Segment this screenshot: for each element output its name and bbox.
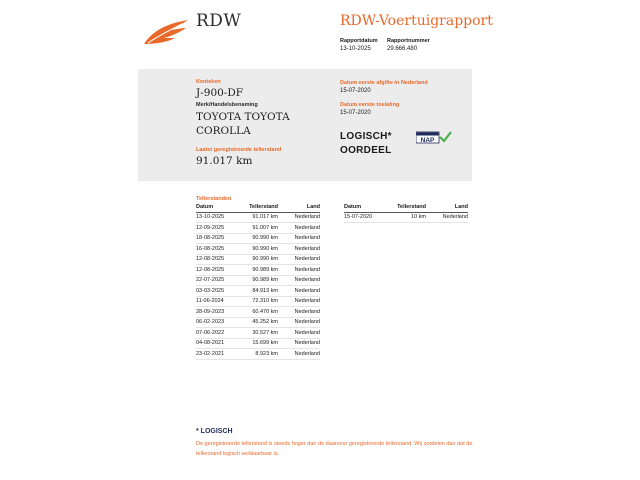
readings-table-left: [196, 204, 320, 360]
reading-km: 30.527 km: [236, 328, 278, 339]
col-km-header: Tellerstand: [236, 204, 278, 212]
reading-date: 11-06-2024: [196, 296, 236, 307]
col-country-header: Land: [278, 204, 320, 212]
reading-km: 91.017 km: [236, 212, 278, 223]
reading-country: Nederland: [278, 212, 320, 223]
reading-date: 12-09-2025: [196, 223, 236, 234]
table-row: [196, 338, 320, 349]
nap-logo-text: NAP: [420, 137, 435, 144]
reading-country: Nederland: [278, 254, 320, 265]
reading-country: Nederland: [278, 223, 320, 234]
verdict-line1: LOGISCH*: [340, 131, 392, 142]
report-title: RDW-Voertuigrapport: [340, 13, 493, 29]
table-row: [196, 233, 320, 244]
first-admission-label: Datum eerste afgifte in Nederland: [340, 80, 428, 86]
table-row: [196, 212, 320, 223]
reading-country: Nederland: [278, 296, 320, 307]
reading-km: 90.989 km: [236, 265, 278, 276]
plate-value: J-900-DF: [196, 87, 244, 99]
reading-km: 15.699 km: [236, 338, 278, 349]
table-row: [196, 317, 320, 328]
reading-date: 03-03-2025: [196, 286, 236, 297]
plate-label: Kenteken: [196, 79, 221, 85]
reading-km: 90.990 km: [236, 233, 278, 244]
readings-table-right: [344, 204, 468, 223]
reading-km: 45.252 km: [236, 317, 278, 328]
reading-date: 16-08-2025: [196, 244, 236, 255]
reading-country: Nederland: [278, 286, 320, 297]
reading-country: Nederland: [278, 338, 320, 349]
reading-km: 91.007 km: [236, 223, 278, 234]
report-number: 29.666.480: [387, 46, 418, 52]
reading-country: Nederland: [278, 317, 320, 328]
table-row: [196, 223, 320, 234]
reading-country: Nederland: [278, 233, 320, 244]
verdict-line2: OORDEEL: [340, 145, 392, 156]
reading-km: 90.989 km: [236, 275, 278, 286]
reading-country: Nederland: [278, 244, 320, 255]
reading-country: Nederland: [278, 275, 320, 286]
first-registration-label: Datum eerste toelating: [340, 102, 400, 108]
reading-date: 13-10-2025: [196, 212, 236, 223]
footer-text: De geregistreerde tellerstand is steeds hoger dan de daarvoor geregistreerde tellerstand. Wij oordelen dan dat de tellerstand logisch verklaarbaar is.: [196, 441, 473, 457]
reading-km: 8.923 km: [236, 349, 278, 360]
readings-section-title: Tellerstanden: [196, 196, 232, 202]
reading-km: 60.470 km: [236, 307, 278, 318]
last-reading-label: Laatst geregistreerde tellerstand: [196, 147, 282, 153]
first-admission-value: 15-07-2020: [340, 88, 371, 94]
report-date-label: Rapportdatum: [340, 38, 378, 44]
table-row: [196, 265, 320, 276]
make-model-line2: COROLLA: [196, 125, 251, 137]
table-row: [196, 244, 320, 255]
reading-date: 12-08-2025: [196, 265, 236, 276]
reading-date: 07-06-2022: [196, 328, 236, 339]
reading-country: Nederland: [278, 265, 320, 276]
last-reading-value: 91.017 km: [196, 155, 253, 167]
reading-country: Nederland: [278, 328, 320, 339]
reading-date: 04-08-2021: [196, 338, 236, 349]
col-country-header: Land: [426, 204, 468, 212]
table-row: [196, 275, 320, 286]
nap-check-icon: [416, 131, 452, 144]
footer-title: * LOGISCH: [196, 428, 233, 435]
reading-km: 72.310 km: [236, 296, 278, 307]
reading-km: 10 km: [384, 212, 426, 223]
reading-km: 90.990 km: [236, 254, 278, 265]
col-km-header: Tellerstand: [384, 204, 426, 212]
reading-date: 06-02-2023: [196, 317, 236, 328]
col-date-header: Datum: [344, 204, 384, 212]
first-registration-value: 15-07-2020: [340, 110, 371, 116]
table-row: [196, 286, 320, 297]
col-date-header: Datum: [196, 204, 236, 212]
make-model-line1: TOYOTA TOYOTA: [196, 111, 290, 123]
reading-country: Nederland: [278, 307, 320, 318]
make-model-label: Merk/Handelsbenaming: [196, 102, 258, 108]
table-row: [196, 296, 320, 307]
rdw-logo-icon: [142, 18, 190, 46]
reading-date: 28-09-2023: [196, 307, 236, 318]
table-row: [344, 212, 468, 223]
table-row: [196, 349, 320, 360]
reading-date: 22-07-2025: [196, 275, 236, 286]
reading-country: Nederland: [278, 349, 320, 360]
reading-country: Nederland: [426, 212, 468, 223]
reading-date: 15-07-2020: [344, 212, 384, 223]
table-row: [196, 307, 320, 318]
reading-date: 18-08-2025: [196, 233, 236, 244]
table-row: [196, 328, 320, 339]
brand-name: RDW: [196, 11, 242, 31]
report-number-label: Rapportnummer: [387, 38, 430, 44]
reading-km: 90.990 km: [236, 244, 278, 255]
reading-date: 12-08-2025: [196, 254, 236, 265]
reading-km: 84.913 km: [236, 286, 278, 297]
reading-date: 23-02-2021: [196, 349, 236, 360]
table-row: [196, 254, 320, 265]
report-date: 13-10-2025: [340, 46, 371, 52]
